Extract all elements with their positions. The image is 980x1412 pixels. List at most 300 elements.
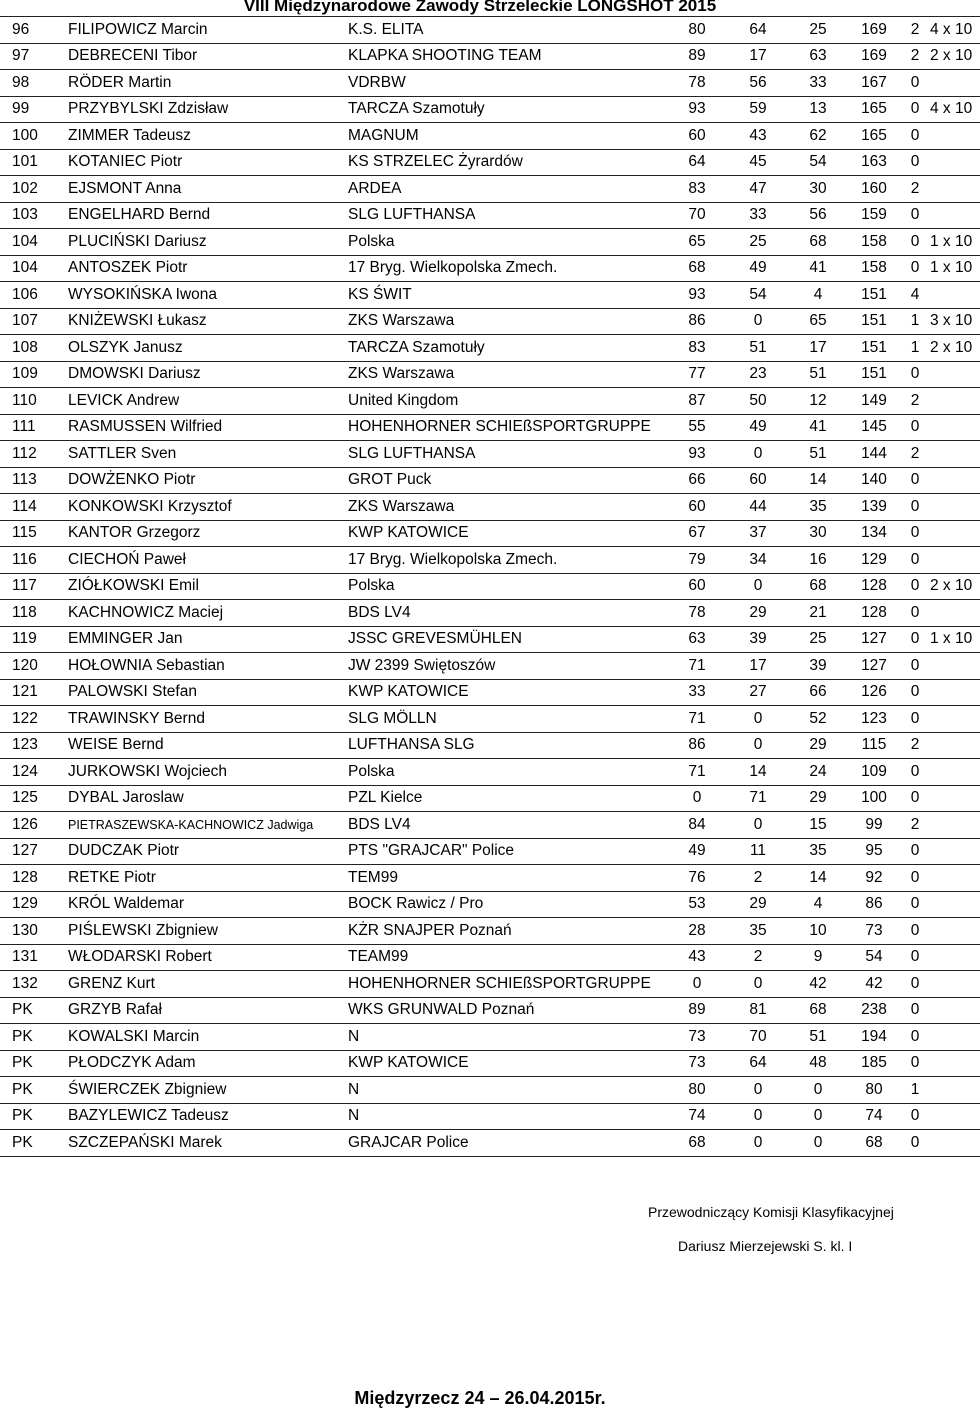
score-3-cell: 9: [788, 944, 848, 971]
name-cell: GRZYB Rafał: [64, 997, 344, 1024]
name-cell: HOŁOWNIA Sebastian: [64, 653, 344, 680]
place-cell: 113: [0, 467, 64, 494]
name-cell: ŚWIERCZEK Zbigniew: [64, 1077, 344, 1104]
score-1-cell: 93: [666, 282, 728, 309]
name-cell: KACHNOWICZ Maciej: [64, 600, 344, 627]
inner-tens-cell: 0: [900, 626, 930, 653]
results-table: [0, 16, 980, 1157]
tens-count-cell: 3 x 10: [930, 308, 980, 335]
name-cell: EMMINGER Jan: [64, 626, 344, 653]
tens-count-cell: 1 x 10: [930, 626, 980, 653]
club-cell: BDS LV4: [344, 812, 666, 839]
total-cell: 115: [848, 732, 900, 759]
club-cell: Polska: [344, 229, 666, 256]
table-row: [0, 865, 980, 892]
table-row: [0, 1103, 980, 1130]
total-cell: 151: [848, 308, 900, 335]
inner-tens-cell: 0: [900, 679, 930, 706]
inner-tens-cell: 0: [900, 149, 930, 176]
total-cell: 145: [848, 414, 900, 441]
tens-count-cell: [930, 1103, 980, 1130]
club-cell: JW 2399 Swiętoszów: [344, 653, 666, 680]
score-2-cell: 0: [728, 441, 788, 468]
results-table-body: [0, 17, 980, 1157]
score-3-cell: 14: [788, 865, 848, 892]
tens-count-cell: [930, 812, 980, 839]
club-cell: GROT Puck: [344, 467, 666, 494]
score-2-cell: 2: [728, 865, 788, 892]
inner-tens-cell: 2: [900, 176, 930, 203]
score-3-cell: 29: [788, 785, 848, 812]
tens-count-cell: [930, 494, 980, 521]
total-cell: 169: [848, 43, 900, 70]
name-cell: ANTOSZEK Piotr: [64, 255, 344, 282]
place-cell: PK: [0, 1077, 64, 1104]
table-row: [0, 335, 980, 362]
inner-tens-cell: 0: [900, 70, 930, 97]
place-cell: 117: [0, 573, 64, 600]
score-3-cell: 65: [788, 308, 848, 335]
tens-count-cell: [930, 732, 980, 759]
score-3-cell: 15: [788, 812, 848, 839]
score-1-cell: 43: [666, 944, 728, 971]
table-row: [0, 255, 980, 282]
club-cell: TEAM99: [344, 944, 666, 971]
place-cell: 99: [0, 96, 64, 123]
score-1-cell: 78: [666, 600, 728, 627]
inner-tens-cell: 0: [900, 1130, 930, 1157]
table-row: [0, 891, 980, 918]
inner-tens-cell: 0: [900, 494, 930, 521]
inner-tens-cell: 0: [900, 1024, 930, 1051]
score-1-cell: 93: [666, 96, 728, 123]
score-2-cell: 43: [728, 123, 788, 150]
club-cell: N: [344, 1024, 666, 1051]
total-cell: 151: [848, 361, 900, 388]
total-cell: 74: [848, 1103, 900, 1130]
table-row: [0, 1077, 980, 1104]
score-2-cell: 56: [728, 70, 788, 97]
total-cell: 163: [848, 149, 900, 176]
table-row: [0, 149, 980, 176]
total-cell: 165: [848, 96, 900, 123]
score-3-cell: 62: [788, 123, 848, 150]
place-cell: 132: [0, 971, 64, 998]
score-1-cell: 71: [666, 706, 728, 733]
name-cell: KNIŻEWSKI Łukasz: [64, 308, 344, 335]
name-cell: KOTANIEC Piotr: [64, 149, 344, 176]
table-row: [0, 123, 980, 150]
place-cell: 118: [0, 600, 64, 627]
table-row: [0, 520, 980, 547]
total-cell: 149: [848, 388, 900, 415]
name-cell: EJSMONT Anna: [64, 176, 344, 203]
table-row: [0, 653, 980, 680]
place-cell: 130: [0, 918, 64, 945]
tens-count-cell: 4 x 10: [930, 17, 980, 44]
name-cell: SATTLER Sven: [64, 441, 344, 468]
name-cell: RÖDER Martin: [64, 70, 344, 97]
score-1-cell: 83: [666, 176, 728, 203]
score-2-cell: 35: [728, 918, 788, 945]
table-row: [0, 70, 980, 97]
inner-tens-cell: 1: [900, 308, 930, 335]
table-row: [0, 971, 980, 998]
score-2-cell: 60: [728, 467, 788, 494]
inner-tens-cell: 0: [900, 467, 930, 494]
score-1-cell: 53: [666, 891, 728, 918]
table-row: [0, 96, 980, 123]
inner-tens-cell: 0: [900, 573, 930, 600]
club-cell: KLAPKA SHOOTING TEAM: [344, 43, 666, 70]
score-2-cell: 0: [728, 308, 788, 335]
club-cell: ZKS Warszawa: [344, 308, 666, 335]
place-cell: 106: [0, 282, 64, 309]
score-2-cell: 45: [728, 149, 788, 176]
total-cell: 42: [848, 971, 900, 998]
tens-count-cell: [930, 441, 980, 468]
club-cell: SLG LUFTHANSA: [344, 441, 666, 468]
inner-tens-cell: 2: [900, 732, 930, 759]
tens-count-cell: [930, 944, 980, 971]
name-cell: PIŚLEWSKI Zbigniew: [64, 918, 344, 945]
score-3-cell: 51: [788, 1024, 848, 1051]
club-cell: KWP KATOWICE: [344, 1050, 666, 1077]
total-cell: 129: [848, 547, 900, 574]
score-3-cell: 68: [788, 997, 848, 1024]
place-cell: 108: [0, 335, 64, 362]
club-cell: MAGNUM: [344, 123, 666, 150]
score-3-cell: 41: [788, 414, 848, 441]
score-1-cell: 28: [666, 918, 728, 945]
score-1-cell: 80: [666, 17, 728, 44]
table-row: [0, 944, 980, 971]
club-cell: Polska: [344, 759, 666, 786]
score-3-cell: 0: [788, 1130, 848, 1157]
score-3-cell: 29: [788, 732, 848, 759]
score-3-cell: 25: [788, 626, 848, 653]
score-3-cell: 35: [788, 494, 848, 521]
score-1-cell: 76: [666, 865, 728, 892]
signature-role: Przewodniczący Komisji Klasyfikacyjnej: [648, 1204, 894, 1220]
score-1-cell: 33: [666, 679, 728, 706]
signature-block: [648, 1204, 894, 1254]
club-cell: United Kingdom: [344, 388, 666, 415]
tens-count-cell: [930, 149, 980, 176]
score-3-cell: 33: [788, 70, 848, 97]
inner-tens-cell: 0: [900, 706, 930, 733]
table-row: [0, 43, 980, 70]
tens-count-cell: [930, 1130, 980, 1157]
place-cell: 97: [0, 43, 64, 70]
score-2-cell: 54: [728, 282, 788, 309]
score-1-cell: 67: [666, 520, 728, 547]
place-cell: 128: [0, 865, 64, 892]
table-row: [0, 573, 980, 600]
score-1-cell: 83: [666, 335, 728, 362]
name-cell: DUDCZAK Piotr: [64, 838, 344, 865]
club-cell: ZKS Warszawa: [344, 361, 666, 388]
inner-tens-cell: 0: [900, 96, 930, 123]
table-row: [0, 176, 980, 203]
table-row: [0, 467, 980, 494]
club-cell: JSSC GREVESMÜHLEN: [344, 626, 666, 653]
inner-tens-cell: 0: [900, 1103, 930, 1130]
inner-tens-cell: 0: [900, 255, 930, 282]
place-cell: 127: [0, 838, 64, 865]
score-3-cell: 48: [788, 1050, 848, 1077]
club-cell: LUFTHANSA SLG: [344, 732, 666, 759]
inner-tens-cell: 0: [900, 918, 930, 945]
tens-count-cell: [930, 520, 980, 547]
table-row: [0, 414, 980, 441]
tens-count-cell: [930, 838, 980, 865]
club-cell: 17 Bryg. Wielkopolska Zmech.: [344, 547, 666, 574]
score-2-cell: 70: [728, 1024, 788, 1051]
inner-tens-cell: 4: [900, 282, 930, 309]
score-1-cell: 89: [666, 43, 728, 70]
table-row: [0, 1024, 980, 1051]
place-cell: 103: [0, 202, 64, 229]
score-1-cell: 73: [666, 1050, 728, 1077]
total-cell: 127: [848, 653, 900, 680]
total-cell: 95: [848, 838, 900, 865]
table-row: [0, 1050, 980, 1077]
score-2-cell: 0: [728, 1103, 788, 1130]
club-cell: N: [344, 1077, 666, 1104]
place-cell: 126: [0, 812, 64, 839]
score-1-cell: 66: [666, 467, 728, 494]
score-1-cell: 65: [666, 229, 728, 256]
table-row: [0, 838, 980, 865]
place-cell: 114: [0, 494, 64, 521]
name-cell: DOWŻENKO Piotr: [64, 467, 344, 494]
inner-tens-cell: 0: [900, 759, 930, 786]
score-2-cell: 27: [728, 679, 788, 706]
score-2-cell: 0: [728, 812, 788, 839]
tens-count-cell: 2 x 10: [930, 573, 980, 600]
tens-count-cell: [930, 997, 980, 1024]
tens-count-cell: [930, 123, 980, 150]
score-1-cell: 0: [666, 785, 728, 812]
score-2-cell: 0: [728, 1077, 788, 1104]
name-cell: JURKOWSKI Wojciech: [64, 759, 344, 786]
score-2-cell: 14: [728, 759, 788, 786]
inner-tens-cell: 1: [900, 1077, 930, 1104]
score-1-cell: 63: [666, 626, 728, 653]
place-cell: 109: [0, 361, 64, 388]
name-cell: ZIÓŁKOWSKI Emil: [64, 573, 344, 600]
total-cell: 128: [848, 600, 900, 627]
inner-tens-cell: 0: [900, 202, 930, 229]
score-3-cell: 56: [788, 202, 848, 229]
club-cell: ZKS Warszawa: [344, 494, 666, 521]
score-1-cell: 77: [666, 361, 728, 388]
score-1-cell: 60: [666, 494, 728, 521]
score-2-cell: 17: [728, 653, 788, 680]
score-2-cell: 39: [728, 626, 788, 653]
score-3-cell: 68: [788, 229, 848, 256]
score-3-cell: 4: [788, 891, 848, 918]
place-cell: 124: [0, 759, 64, 786]
table-row: [0, 441, 980, 468]
table-row: [0, 229, 980, 256]
inner-tens-cell: 2: [900, 441, 930, 468]
total-cell: 139: [848, 494, 900, 521]
inner-tens-cell: 0: [900, 971, 930, 998]
score-2-cell: 50: [728, 388, 788, 415]
inner-tens-cell: 0: [900, 944, 930, 971]
total-cell: 128: [848, 573, 900, 600]
inner-tens-cell: 0: [900, 229, 930, 256]
inner-tens-cell: 0: [900, 520, 930, 547]
place-cell: 107: [0, 308, 64, 335]
score-2-cell: 0: [728, 706, 788, 733]
score-1-cell: 49: [666, 838, 728, 865]
table-row: [0, 706, 980, 733]
club-cell: TARCZA Szamotuły: [344, 96, 666, 123]
score-1-cell: 60: [666, 123, 728, 150]
tens-count-cell: 1 x 10: [930, 255, 980, 282]
tens-count-cell: [930, 600, 980, 627]
name-cell: SZCZEPAŃSKI Marek: [64, 1130, 344, 1157]
score-2-cell: 51: [728, 335, 788, 362]
club-cell: KŻR SNAJPER Poznań: [344, 918, 666, 945]
club-cell: BDS LV4: [344, 600, 666, 627]
total-cell: 144: [848, 441, 900, 468]
table-row: [0, 547, 980, 574]
table-row: [0, 679, 980, 706]
place-cell: 115: [0, 520, 64, 547]
place-cell: 96: [0, 17, 64, 44]
total-cell: 169: [848, 17, 900, 44]
score-3-cell: 17: [788, 335, 848, 362]
score-3-cell: 14: [788, 467, 848, 494]
score-2-cell: 34: [728, 547, 788, 574]
tens-count-cell: [930, 918, 980, 945]
club-cell: K.S. ELITA: [344, 17, 666, 44]
score-1-cell: 0: [666, 971, 728, 998]
score-3-cell: 25: [788, 17, 848, 44]
place-cell: 104: [0, 255, 64, 282]
total-cell: 158: [848, 255, 900, 282]
score-1-cell: 87: [666, 388, 728, 415]
name-cell: KRÓL Waldemar: [64, 891, 344, 918]
club-cell: GRAJCAR Police: [344, 1130, 666, 1157]
inner-tens-cell: 0: [900, 414, 930, 441]
club-cell: Polska: [344, 573, 666, 600]
name-cell: DYBAL Jaroslaw: [64, 785, 344, 812]
score-3-cell: 68: [788, 573, 848, 600]
score-1-cell: 86: [666, 308, 728, 335]
inner-tens-cell: 0: [900, 361, 930, 388]
tens-count-cell: [930, 388, 980, 415]
place-cell: 112: [0, 441, 64, 468]
total-cell: 123: [848, 706, 900, 733]
club-cell: PTS "GRAJCAR" Police: [344, 838, 666, 865]
name-cell: OLSZYK Janusz: [64, 335, 344, 362]
total-cell: 68: [848, 1130, 900, 1157]
score-2-cell: 0: [728, 573, 788, 600]
place-cell: 131: [0, 944, 64, 971]
place-cell: 119: [0, 626, 64, 653]
place-cell: 104: [0, 229, 64, 256]
table-row: [0, 759, 980, 786]
score-2-cell: 0: [728, 732, 788, 759]
table-row: [0, 494, 980, 521]
inner-tens-cell: 2: [900, 388, 930, 415]
score-1-cell: 68: [666, 255, 728, 282]
table-row: [0, 600, 980, 627]
score-2-cell: 49: [728, 414, 788, 441]
inner-tens-cell: 0: [900, 865, 930, 892]
score-1-cell: 55: [666, 414, 728, 441]
place-cell: PK: [0, 1024, 64, 1051]
score-1-cell: 74: [666, 1103, 728, 1130]
table-row: [0, 308, 980, 335]
inner-tens-cell: 0: [900, 1050, 930, 1077]
score-2-cell: 11: [728, 838, 788, 865]
score-3-cell: 66: [788, 679, 848, 706]
tens-count-cell: 2 x 10: [930, 335, 980, 362]
club-cell: KS ŚWIT: [344, 282, 666, 309]
place-cell: PK: [0, 1103, 64, 1130]
tens-count-cell: [930, 1024, 980, 1051]
place-cell: 101: [0, 149, 64, 176]
name-cell: CIECHOŃ Paweł: [64, 547, 344, 574]
total-cell: 151: [848, 335, 900, 362]
name-cell: FILIPOWICZ Marcin: [64, 17, 344, 44]
total-cell: 134: [848, 520, 900, 547]
score-3-cell: 0: [788, 1103, 848, 1130]
total-cell: 159: [848, 202, 900, 229]
club-cell: TARCZA Szamotuły: [344, 335, 666, 362]
place-cell: PK: [0, 997, 64, 1024]
name-cell: RASMUSSEN Wilfried: [64, 414, 344, 441]
tens-count-cell: [930, 547, 980, 574]
inner-tens-cell: 0: [900, 997, 930, 1024]
club-cell: SLG MÖLLN: [344, 706, 666, 733]
tens-count-cell: [930, 70, 980, 97]
name-cell: PIETRASZEWSKA-KACHNOWICZ Jadwiga: [64, 812, 344, 839]
inner-tens-cell: 1: [900, 335, 930, 362]
score-3-cell: 30: [788, 176, 848, 203]
score-3-cell: 54: [788, 149, 848, 176]
score-3-cell: 0: [788, 1077, 848, 1104]
score-2-cell: 49: [728, 255, 788, 282]
total-cell: 140: [848, 467, 900, 494]
score-2-cell: 29: [728, 891, 788, 918]
inner-tens-cell: 2: [900, 812, 930, 839]
table-row: [0, 361, 980, 388]
place-cell: 116: [0, 547, 64, 574]
score-1-cell: 84: [666, 812, 728, 839]
score-1-cell: 79: [666, 547, 728, 574]
score-3-cell: 51: [788, 361, 848, 388]
name-cell: KOWALSKI Marcin: [64, 1024, 344, 1051]
tens-count-cell: [930, 361, 980, 388]
club-cell: KWP KATOWICE: [344, 679, 666, 706]
score-2-cell: 33: [728, 202, 788, 229]
total-cell: 73: [848, 918, 900, 945]
score-3-cell: 51: [788, 441, 848, 468]
score-3-cell: 39: [788, 653, 848, 680]
score-2-cell: 64: [728, 1050, 788, 1077]
total-cell: 151: [848, 282, 900, 309]
name-cell: DEBRECENI Tibor: [64, 43, 344, 70]
name-cell: PŁODCZYK Adam: [64, 1050, 344, 1077]
score-3-cell: 30: [788, 520, 848, 547]
